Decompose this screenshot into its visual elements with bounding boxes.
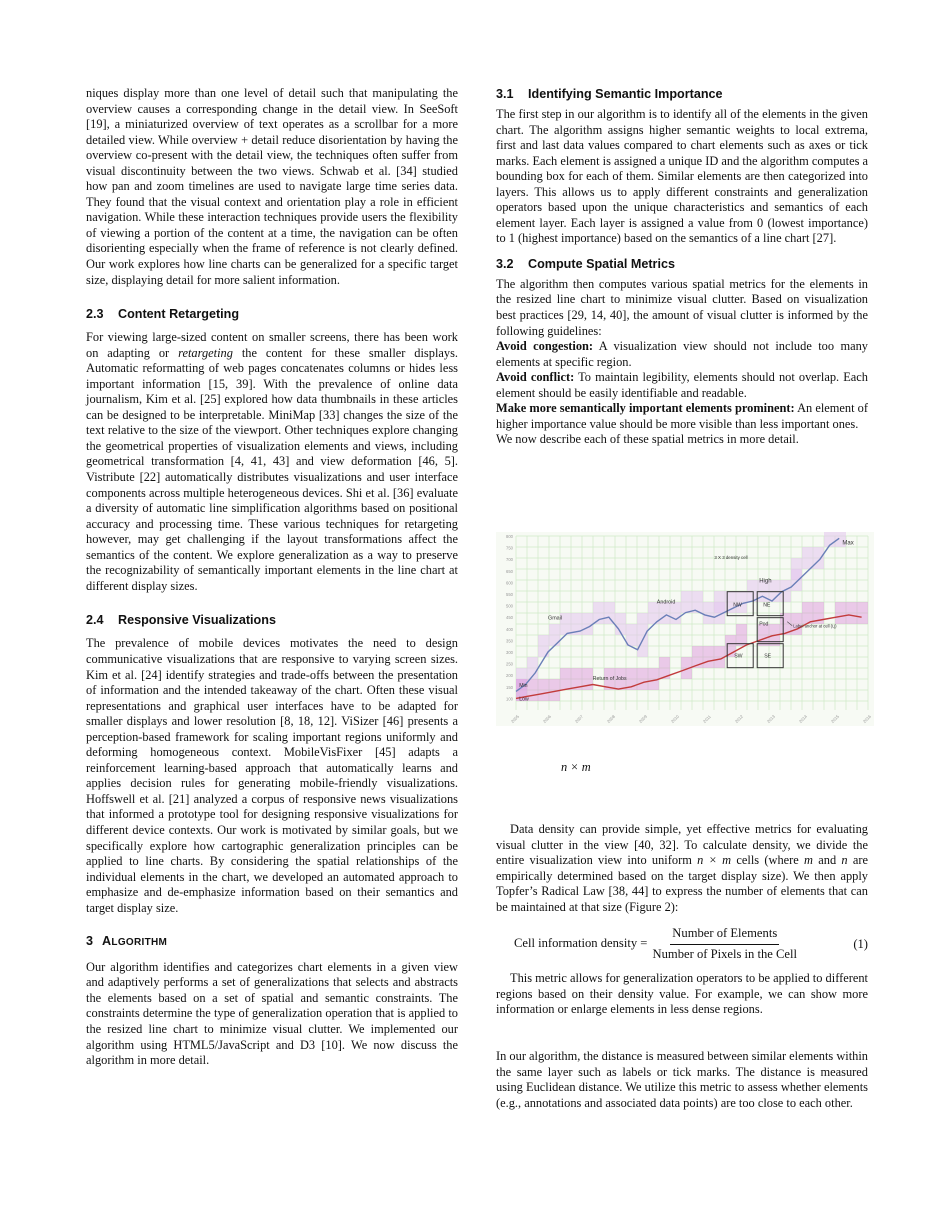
annotation-low: Low (519, 696, 529, 703)
density-chart (496, 532, 874, 726)
intro-paragraph: niques display more than one level of detail such that manipulating the overview causes a corresponding change in the detail view. In SeeSoft [19], a miniaturized overview of text operates as a scrollbar for a more detailed view. While overview + detail reduce disorientation by having the overview co-present with the detail view, the techniques often suffer from visual discontinuity between the two views. Schwab et al. [34] studied how pan and zoom timelines are used to navigate large time series data. They found that the visual context and orientation play a role in efficient navigation. While these interaction techniques provide users the flexibility of viewing a portion of the content at a time, the navigation can be often disorienting especially when the frame of reference is not clearly defined. Our work explores how line charts can be generalized for a specific target size, displaying detail for more salient information. (86, 86, 458, 287)
y-tick-label: 150 (506, 684, 513, 690)
algorithm-paragraph: Our algorithm identifies and categorizes chart elements in a given view and adaptively performs a set of generalizations that selects and abstracts the elements based on a set of spatial and semantic constraints. The constraints determine the type of generalization operation that is applied to the resized line chart to minimize visual clutter. We implemented our algorithm using HTML5/JavaScript and D3 [10]. We now discuss the algorithm in more detail. (86, 959, 458, 1068)
x-tick-label: 2006 (541, 713, 553, 725)
section-number: 2.3 (86, 307, 104, 322)
annotation-min: Min (519, 682, 528, 689)
density-cell (835, 602, 846, 624)
spatial-metrics-paragraph: The algorithm then computes various spatial metrics for the elements in the resized line chart to minimize visual clutter. Based on visualization best practices [29, 14, 40], the amount of visual clutter is informed by the following guidelines: (496, 276, 868, 338)
y-tick-label: 250 (506, 661, 513, 667)
density-cell (604, 602, 615, 624)
density-cell (626, 624, 637, 646)
distance-paragraph: In our algorithm, the distance is measured between similar elements within the same layer such as labels or tick marks. The distance is measured using Euclidean distance. We utilize this metric to assess whether elements (e.g., annotations and associated data points) are too close to each other. (496, 1049, 868, 1110)
annotation-max: Max (842, 540, 854, 547)
density-cell (637, 635, 648, 657)
section-2-4-heading (86, 612, 458, 628)
density-cell (802, 602, 813, 624)
density-cell (857, 602, 868, 624)
annotation-high: High (759, 578, 772, 585)
equation-numerator: Number of Elements (670, 926, 779, 945)
density-cell (681, 591, 692, 613)
y-tick-label: 450 (506, 615, 513, 621)
cell-label-pod: Pod (759, 621, 769, 628)
density-cell (703, 646, 714, 668)
density-figure (496, 532, 874, 726)
x-tick-label: 2016 (861, 713, 873, 725)
section-title: Compute Spatial Metrics (528, 256, 675, 271)
equation-number: (1) (853, 936, 868, 951)
section-3-1-heading (496, 86, 868, 102)
x-tick-label: 2011 (701, 713, 712, 724)
section-number: 2.4 (86, 613, 104, 628)
y-tick-label: 100 (506, 696, 513, 702)
x-tick-label: 2009 (637, 713, 649, 725)
annotation-return-of-jobs: Return of Jobs (592, 676, 627, 683)
figure-caption-fragment: n × m (561, 760, 591, 774)
section-2-3-heading (86, 306, 458, 322)
section-title: Identifying Semantic Importance (528, 87, 723, 101)
cell-label-se: SE (764, 653, 772, 660)
density-cell (813, 547, 824, 569)
density-cell (538, 679, 549, 701)
content-retargeting-paragraph: For viewing large-sized content on smaller screens, there has been work on adapting or retargeting the content for these smaller displays. Automatic reformatting of web pages concatenates columns or hides less important information [15, 39]. With the prevalence of online data journalism, Kim et al. [25] explored how data thumbnails in these articles can be designed to be interpretable. MiniMap [33] changes the size of the text relative to the size of the viewport. Other techniques explore changing the geometrical properties of visualization elements and views, including geometrical transformation [4, 41, 43] and view deformation [46, 5]. Vistribute [22] automatically distributes visualizations and user interface components across multiple heterogeneous devices. Shi et al. [36] evaluate a diversity of automatic line simplification algorithms based on positional accuracy and processing time. These various techniques for retargeting however, may get challenging if the layout transformations affect the semantics of the content. We explore generalization as a way to preserve the recognizability of semantically important elements in the line chart at different display sizes. (86, 330, 458, 593)
section-title: Content Retargeting (118, 307, 240, 322)
annotation-label-anchor: Label anchor at cell (i,j) (793, 623, 837, 629)
density-cell (703, 602, 714, 624)
x-tick-label: 2008 (605, 713, 617, 725)
x-tick-label: 2010 (669, 713, 681, 725)
y-tick-label: 350 (506, 638, 513, 644)
density-cell (692, 591, 703, 613)
cell-label-nw: NW (733, 602, 742, 609)
equation-lhs: Cell information density = (514, 936, 648, 951)
guideline-prominence: Make more semantically important elements prominent: An element of higher importance value should be more visible than less important ones. (496, 401, 868, 431)
y-tick-label: 800 (506, 534, 513, 539)
spatial-metrics-followup: We now describe each of these spatial metrics in more detail. (496, 432, 799, 447)
section-3-heading: 3 ALGORITHM (86, 934, 168, 949)
section-title: Responsive Visualizations (118, 613, 276, 628)
density-cell (802, 547, 813, 569)
y-tick-label: 550 (506, 592, 513, 597)
section-3-2-heading (496, 256, 868, 272)
x-tick-label: 2013 (765, 713, 777, 725)
section-number: 3.1 (496, 87, 514, 101)
y-tick-label: 650 (506, 568, 513, 574)
y-tick-label: 750 (506, 545, 513, 551)
annotation-android: Android (656, 599, 676, 606)
semantic-importance-paragraph: The first step in our algorithm is to identify all of the elements in the given chart. The algorithm assigns higher semantic weights to local extrema, first and last data values compared to chart elements such as axes or tick marks. Each element is assigned a unique ID and the algorithm computes a bounding box for each of them. Similar elements are then categorized into layers. This allows us to apply different constraints and generalization operators based upon the unique characteristics and semantics of each element layer. Each layer is assigned a value from 0 (lowest importance) to 1 (highest importance) based on the semantics of a line chart [27]. (496, 107, 868, 246)
right-column-top (496, 86, 868, 448)
data-density-paragraph: Data density can provide simple, yet effective metrics for evaluating visual clutter in the view [40, 32]. To calculate density, we divide the entire visualization view into uniform n × m cells (where m and n are empirically determined based on the target display size). We then apply Topfer’s Radical Law [38, 44] to express the number of elements that can be maintained at that size (Figure 2): (496, 822, 868, 914)
guideline-congestion: Avoid congestion: A visualization view should not include too many elements at specific region. (496, 339, 868, 369)
density-cell (791, 558, 802, 580)
x-tick-label: 2012 (733, 713, 745, 725)
y-tick-label: 400 (506, 626, 513, 632)
x-tick-label: 2007 (573, 713, 585, 725)
section-number: 3.2 (496, 256, 514, 271)
x-tick-label: 2015 (829, 713, 841, 725)
cell-label-sw: SW (734, 653, 743, 660)
density-cell (846, 602, 857, 624)
equation-1 (496, 926, 868, 962)
density-cell (714, 591, 725, 613)
guideline-conflict: Avoid conflict: To maintain legibility, elements should not overlap. Each element should be easily identifiable and readable. (496, 370, 868, 400)
left-column (86, 86, 458, 1069)
y-tick-label: 600 (506, 580, 513, 586)
density-cell (659, 602, 670, 624)
annotation-gmail: Gmail (548, 615, 563, 622)
y-tick-label: 500 (506, 603, 513, 609)
density-cell (670, 602, 681, 624)
annotation-density-cell: 3 X 3 density cell (714, 555, 748, 561)
y-tick-label: 700 (506, 557, 513, 563)
density-cell (560, 668, 571, 690)
equation-denominator: Number of Pixels in the Cell (652, 946, 797, 961)
equation-fraction (651, 926, 799, 962)
y-tick-label: 200 (506, 673, 513, 679)
right-column-bottom (496, 822, 868, 1111)
density-cell (637, 668, 648, 690)
x-tick-label: 2005 (509, 713, 521, 725)
y-tick-label: 300 (506, 650, 513, 655)
cell-label-ne: NE (763, 602, 771, 609)
responsive-visualizations-paragraph: The prevalence of mobile devices motivates the need to design communicative visualizations that are responsive to varying screen sizes. Kim et al. [24] identify strategies and trade-offs between the presentation of information and the intended takeaway of the chart. Often these visual representations and graphical user interfaces have to be adapted for smaller displays and lower resolution [8, 18, 12]. ViSizer [46] presents a perception-based framework for scaling important regions uniformly and deforming homogeneous context. MobileVisFixer [45] adapts a reinforcement learning-based approach that automatically learns and applies decision rules for generating mobile-friendly visualizations. Hoffswell et al. [21] analyzed a corpus of responsive news visualizations that informed a prototype tool for designing responsive visualizations for different device contexts. Our work is motivated by similar goals, but we specifically explore how cartographic generalization principles can be applied to line charts. By considering the spatial relationships of the individual elements in the chart, we developed an automated approach to emphasize and de-emphasize information based on their semantics and target display size. (86, 636, 458, 915)
metric-paragraph: This metric allows for generalization operators to be applied to different regions based on their density value. For example, we can show more information or enlarge elements in less dense regions. (496, 971, 868, 1017)
x-tick-label: 2014 (797, 713, 809, 725)
density-cell (582, 613, 593, 635)
density-cell (736, 624, 747, 646)
